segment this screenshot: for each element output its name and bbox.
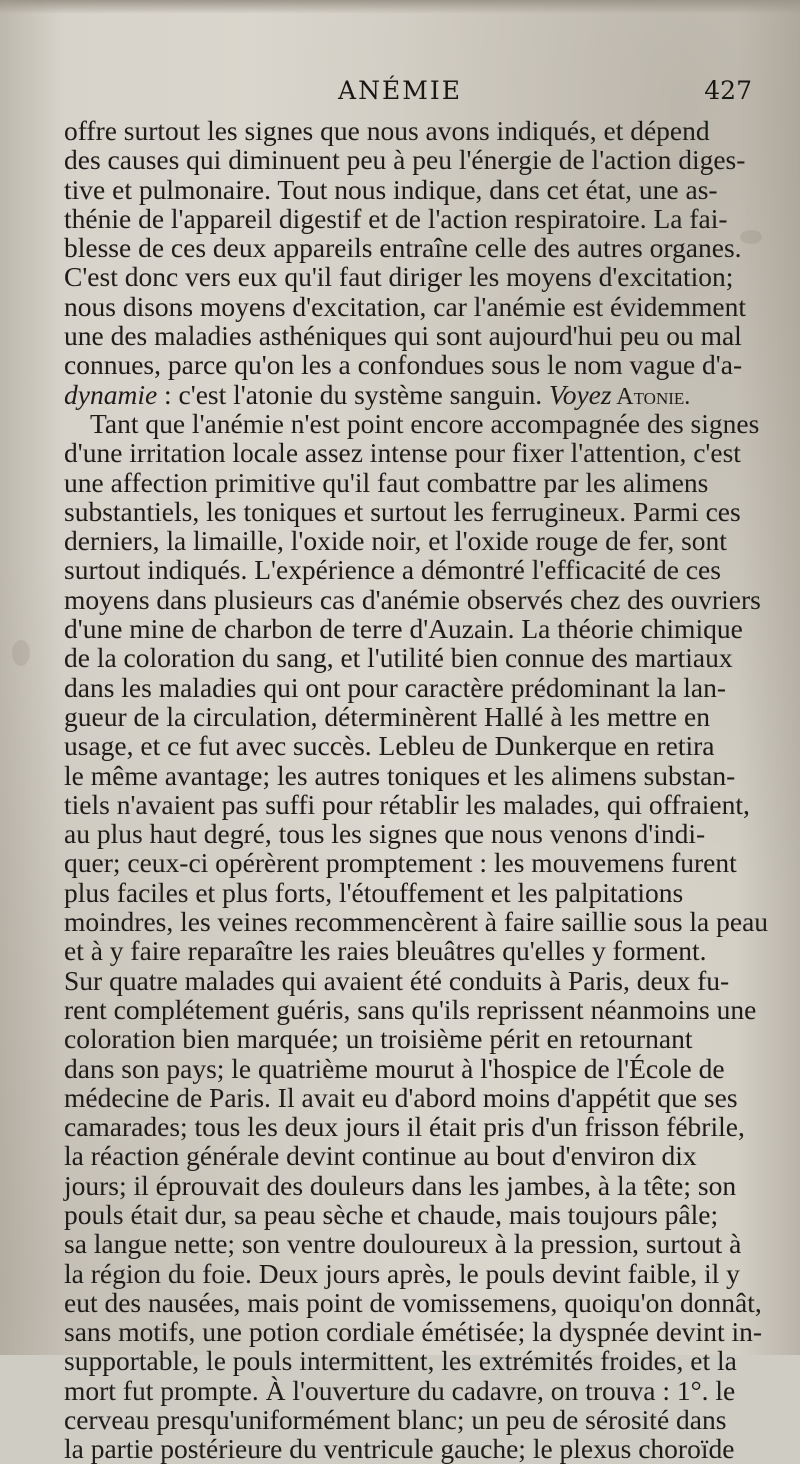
text-line: substantiels, les toniques et surtout les ferrugineux. Parmi ces: [64, 495, 741, 527]
text-line: moindres, les veines recommencèrent à faire saillie sous la peau: [64, 906, 769, 938]
text-line: pouls était dur, sa peau sèche et chaude, mais toujours pâle;: [64, 1198, 719, 1230]
text-line: supportable, le pouls intermittent, les extrémités froides, et la: [64, 1345, 737, 1377]
text-line: la région du foie. Deux jours après, le pouls devint faible, il y: [64, 1257, 740, 1289]
text-line: Sur quatre malades qui avaient été conduits à Paris, deux fu-: [64, 964, 730, 996]
text-line: usage, et ce fut avec succès. Lebleu de Dunkerque en retira: [64, 730, 715, 762]
text-line: moyens dans plusieurs cas d'anémie observés chez des ouvriers: [64, 583, 761, 615]
paragraph-1: [64, 116, 764, 409]
running-head: ANÉMIE: [338, 76, 462, 105]
text-line: camarades; tous les deux jours il était pris d'un frisson fébrile,: [64, 1111, 745, 1143]
text-line: thénie de l'appareil digestif et de l'action respiratoire. La fai-: [64, 202, 728, 234]
text-line: coloration bien marquée; un troisième périt en retournant: [64, 1023, 693, 1055]
text-line: d'une mine de charbon de terre d'Auzain. La théorie chimique: [64, 613, 743, 645]
text-line: tive et pulmonaire. Tout nous indique, dans cet état, une as-: [64, 173, 718, 205]
page-edge-shadow: [0, 0, 800, 14]
page-header: [0, 70, 800, 110]
body-text: [64, 115, 769, 1464]
text-line: gueur de la circulation, déterminèrent Hallé à les mettre en: [64, 700, 710, 732]
text-line: sa langue nette; son ventre douloureux à la pression, surtout à: [64, 1228, 742, 1260]
text-line: sans motifs, une potion cordiale émétisée; la dyspnée devint in-: [64, 1316, 763, 1348]
text-line: des causes qui diminuent peu à peu l'énergie de l'action diges-: [64, 144, 746, 176]
text-line: blesse de ces deux appareils entraîne celle des autres organes.: [64, 232, 742, 264]
text-line: et à y faire reparaître les raies bleuâtres qu'elles y forment.: [64, 935, 707, 967]
text-line: médecine de Paris. Il avait eu d'abord moins d'appétit que ses: [64, 1081, 738, 1113]
text-line: mort fut prompte. À l'ouverture du cadavre, on trouva : 1°. le: [64, 1374, 736, 1406]
text-line: tiels n'avaient pas suffi pour rétablir les malades, qui offraient,: [64, 788, 750, 820]
text-line: connues, parce qu'on les a confondues sous le nom vague d'a-: [64, 349, 743, 381]
text-line: le même avantage; les autres toniques et les alimens substan-: [64, 759, 736, 791]
text-line: dans son pays; le quatrième mourut à l'hospice de l'École de: [64, 1052, 725, 1084]
italic-term: dynamie: [64, 378, 158, 410]
text-line: surtout indiqués. L'expérience a démontré l'efficacité de ces: [64, 554, 721, 586]
text-line: plus faciles et plus forts, l'étouffement et les palpitations: [64, 876, 684, 908]
text-line: C'est donc vers eux qu'il faut diriger les moyens d'excitation;: [64, 261, 734, 293]
text-line: derniers, la limaille, l'oxide noir, et l'oxide rouge de fer, sont: [64, 525, 727, 557]
page-number: 427: [704, 76, 752, 105]
text-line: cerveau presqu'uniformément blanc; un peu de sérosité dans: [64, 1404, 727, 1436]
text-line: quer; ceux-ci opérèrent promptement : les mouvemens furent: [64, 847, 737, 879]
text-line: de la coloration du sang, et l'utilité bien connue des martiaux: [64, 642, 733, 674]
text-line: au plus haut degré, tous les signes que nous venons d'indi-: [64, 818, 706, 850]
text-line: la réaction générale devint continue au bout d'environ dix: [64, 1140, 697, 1172]
paragraph-2: [64, 407, 769, 1464]
text-line: une affection primitive qu'il faut combattre par les alimens: [64, 466, 709, 498]
paper-stain: [12, 640, 30, 666]
text-line: d'une irritation locale assez intense pour fixer l'attention, c'est: [64, 437, 741, 469]
cross-reference-label: Voyez: [548, 378, 612, 410]
text-line: Tant que l'anémie n'est point encore accompagnée des signes: [90, 407, 760, 439]
cross-reference-target: Atonie.: [611, 383, 691, 410]
text-line: jours; il éprouvait des douleurs dans les jambes, à la tête; son: [64, 1169, 737, 1201]
text-line: la partie postérieure du ventricule gauche; le plexus choroïde: [64, 1433, 735, 1464]
line-text: : c'est l'atonie du système sanguin.: [157, 378, 549, 410]
text-line: dans les maladies qui ont pour caractère prédominant la lan-: [64, 671, 727, 703]
text-line: eut des nausées, mais point de vomissemens, quoiqu'on donnât,: [64, 1286, 762, 1318]
text-line: [64, 380, 764, 409]
text-line: offre surtout les signes que nous avons indiqués, et dépend: [64, 115, 710, 146]
text-line: une des maladies asthéniques qui sont aujourd'hui peu ou mal: [64, 320, 742, 352]
text-line: rent complétement guéris, sans qu'ils reprissent néanmoins une: [64, 993, 757, 1025]
text-line: nous disons moyens d'excitation, car l'anémie est évidemment: [64, 290, 746, 322]
